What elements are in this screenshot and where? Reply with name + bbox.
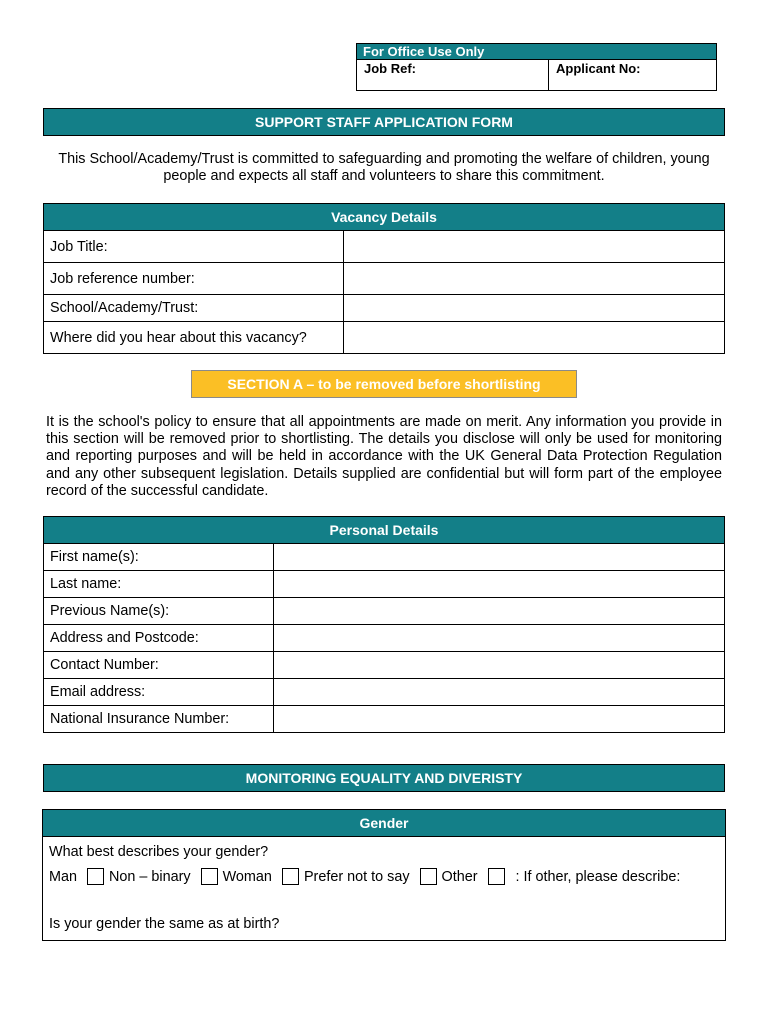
personal-label-address: Address and Postcode: [44, 625, 274, 652]
vacancy-input-job-title[interactable] [344, 231, 725, 263]
section-a-banner: SECTION A – to be removed before shortlisting [191, 370, 577, 398]
intro-text: This School/Academy/Trust is committed to safeguarding and promoting the welfare of children, young people and expects all staff and volunteers to share this commitment. [58, 151, 710, 184]
vacancy-details-table [43, 203, 725, 354]
gender-options [49, 868, 680, 885]
personal-label-last-name: Last name: [44, 571, 274, 598]
option-prefer-not-label: Prefer not to say [303, 868, 410, 885]
gender-question: What best describes your gender? [49, 844, 269, 860]
personal-input-address[interactable] [274, 625, 725, 652]
option-woman-label: Woman [222, 868, 272, 885]
monitoring-title: MONITORING EQUALITY AND DIVERISTY [43, 764, 725, 792]
gender-birth-question: Is your gender the same as at birth? [49, 916, 280, 932]
option-non-binary-checkbox[interactable] [201, 868, 218, 885]
personal-input-last-name[interactable] [274, 571, 725, 598]
vacancy-input-job-reference[interactable] [344, 263, 725, 295]
personal-details-table [43, 516, 725, 733]
other-describe-label: : If other, please describe: [515, 868, 681, 885]
option-prefer-not-checkbox[interactable] [420, 868, 437, 885]
option-other-label: Other [441, 868, 478, 885]
option-woman-checkbox[interactable] [282, 868, 299, 885]
vacancy-label-school: School/Academy/Trust: [44, 295, 344, 322]
personal-input-contact-number[interactable] [274, 652, 725, 679]
option-non-binary-label: Non – binary [109, 868, 191, 885]
personal-label-ni-number: National Insurance Number: [44, 706, 274, 733]
personal-input-email[interactable] [274, 679, 725, 706]
option-man-checkbox[interactable] [87, 868, 104, 885]
personal-input-ni-number[interactable] [274, 706, 725, 733]
vacancy-label-source: Where did you hear about this vacancy? [44, 322, 344, 354]
personal-input-previous-names[interactable] [274, 598, 725, 625]
personal-label-email: Email address: [44, 679, 274, 706]
policy-text: It is the school's policy to ensure that all appointments are made on merit. Any information you provide in this section will be removed prior to shortlisting. The details you disclose will only be used for monitoring and reporting purposes and will be held in accordance with the UK General Data Protection Regulation and any other subsequent legislation. Details supplied are confidential but will form part of the employee record of the successful candidate. [46, 414, 722, 499]
vacancy-label-job-reference: Job reference number: [44, 263, 344, 295]
gender-header: Gender [43, 810, 725, 837]
gender-section [42, 809, 726, 941]
office-use-box [356, 43, 717, 91]
vacancy-label-job-title: Job Title: [44, 231, 344, 263]
personal-input-first-name[interactable] [274, 544, 725, 571]
job-ref-field[interactable]: Job Ref: [357, 60, 549, 90]
option-man-label: Man [49, 868, 77, 885]
personal-details-header: Personal Details [44, 517, 725, 544]
vacancy-input-school[interactable] [344, 295, 725, 322]
form-title: SUPPORT STAFF APPLICATION FORM [43, 108, 725, 136]
applicant-no-field[interactable]: Applicant No: [556, 61, 641, 76]
vacancy-details-header: Vacancy Details [44, 204, 725, 231]
personal-label-first-name: First name(s): [44, 544, 274, 571]
option-other-checkbox[interactable] [488, 868, 505, 885]
vacancy-input-source[interactable] [344, 322, 725, 354]
personal-label-previous-names: Previous Name(s): [44, 598, 274, 625]
personal-label-contact-number: Contact Number: [44, 652, 274, 679]
office-use-title: For Office Use Only [357, 44, 716, 60]
